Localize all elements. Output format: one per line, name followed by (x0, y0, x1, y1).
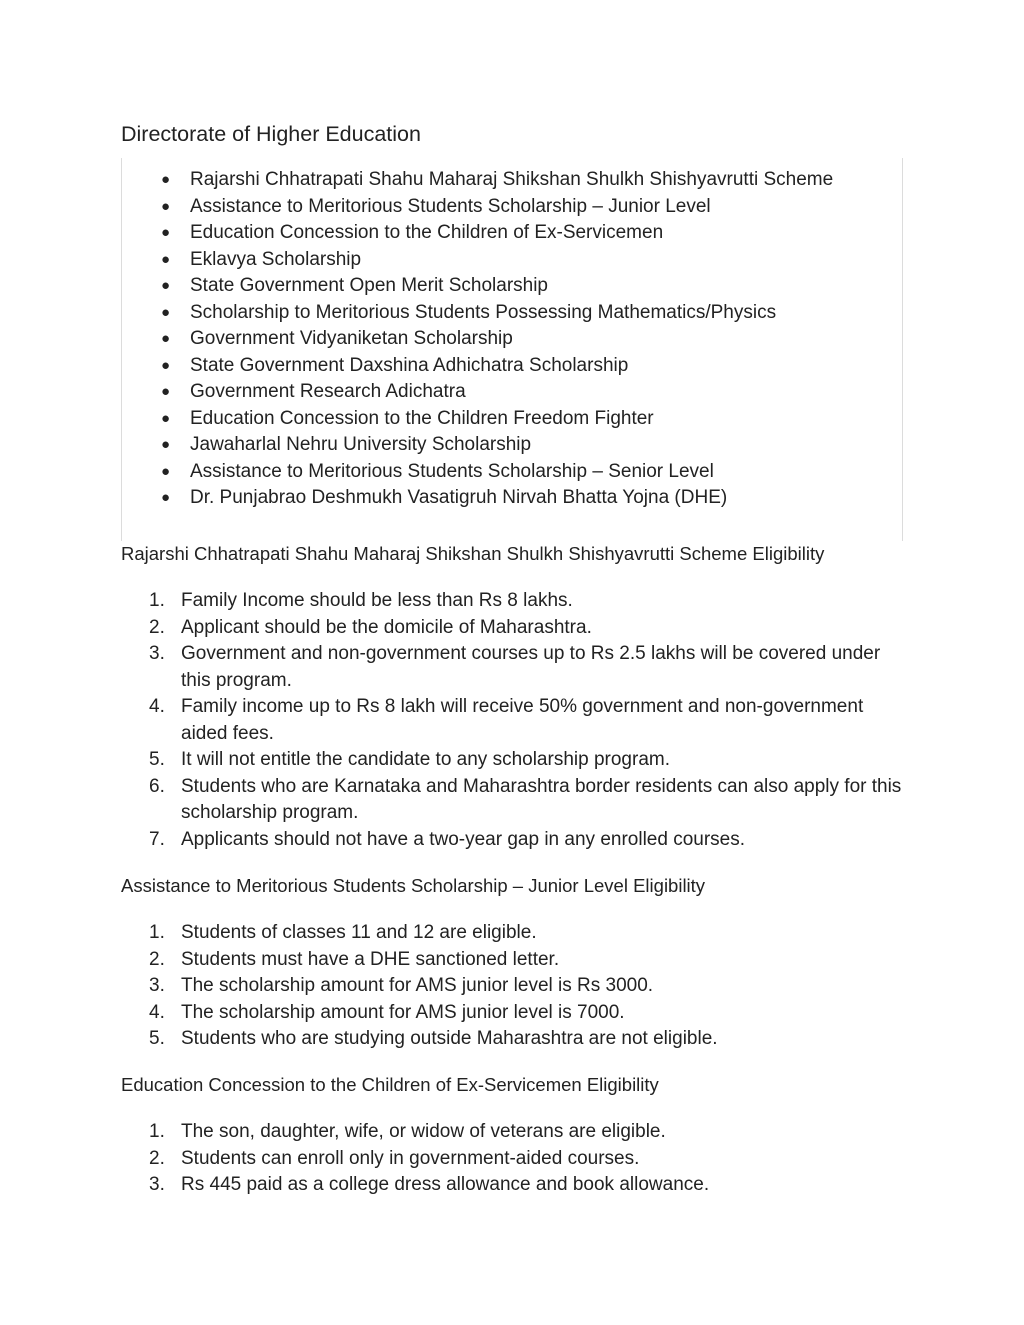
item-text: Students must have a DHE sanctioned letter. (181, 948, 560, 970)
bullet-icon: ● (161, 250, 171, 268)
section-title: Assistance to Meritorious Students Scholarship – Junior Level Eligibility (121, 875, 706, 896)
list-item (121, 947, 911, 974)
bullet-icon: ● (161, 489, 171, 506)
scheme-list-box (121, 158, 903, 541)
list-item (161, 379, 833, 406)
eligibility-list (121, 920, 911, 1053)
list-item (161, 326, 833, 353)
section-title: Rajarshi Chhatrapati Shahu Maharaj Shikshan Shulkh Shishyavrutti Scheme Eligibility (121, 543, 825, 564)
list-item (121, 641, 911, 694)
scheme-name: Dr. Punjabrao Deshmukh Vasatigruh Nirvah Bhatta Yojna (DHE) (190, 487, 728, 508)
scheme-name: State Government Open Merit Scholarship (190, 275, 549, 296)
eligibility-list (121, 588, 911, 853)
list-item (121, 774, 911, 827)
item-text: Applicant should be the domicile of Maharashtra. (181, 616, 592, 638)
list-item (121, 1000, 911, 1027)
list-item (121, 827, 911, 854)
item-number: 3. (149, 1174, 165, 1195)
bullet-icon: ● (161, 303, 171, 321)
bullet-icon: ● (161, 409, 171, 427)
item-number: 4. (149, 696, 165, 717)
scheme-name: Government Vidyaniketan Scholarship (190, 328, 513, 349)
item-text: The scholarship amount for AMS junior level is 7000. (181, 1001, 625, 1023)
item-number: 2. (149, 1147, 165, 1169)
list-item (121, 615, 911, 642)
scheme-name: State Government Daxshina Adhichatra Scholarship (190, 354, 629, 376)
item-text: Applicants should not have a two-year gap in any enrolled courses. (181, 828, 746, 850)
item-text: Students can enroll only in government-aided courses. (181, 1147, 640, 1169)
list-item (121, 1172, 911, 1199)
scheme-name: Government Research Adichatra (190, 381, 466, 402)
scheme-list (161, 167, 833, 512)
item-text: Students who are studying outside Maharashtra are not eligible. (181, 1028, 718, 1049)
scheme-name: Jawaharlal Nehru University Scholarship (190, 434, 532, 455)
list-item (121, 747, 911, 774)
item-text: Rs 445 paid as a college dress allowance and book allowance. (181, 1174, 710, 1195)
list-item (161, 406, 833, 433)
bullet-icon: ● (161, 436, 171, 453)
scheme-name: Assistance to Meritorious Students Scholarship – Junior Level (190, 195, 711, 217)
item-text: It will not entitle the candidate to any scholarship program. (181, 749, 670, 770)
scheme-name: Rajarshi Chhatrapati Shahu Maharaj Shikshan Shulkh Shishyavrutti Scheme (190, 169, 834, 190)
section-title: Education Concession to the Children of Ex-Servicemen Eligibility (121, 1074, 659, 1095)
bullet-icon: ● (161, 277, 171, 294)
page-title: Directorate of Higher Education (121, 122, 421, 146)
bullet-icon: ● (161, 171, 171, 188)
item-number: 4. (149, 1001, 165, 1023)
scheme-name: Eklavya Scholarship (190, 248, 362, 270)
list-item (121, 973, 911, 1000)
item-number: 1. (149, 1121, 165, 1142)
item-number: 3. (149, 975, 165, 996)
item-text: Government and non-government courses up to Rs 2.5 lakhs will be covered under this program. (181, 643, 881, 691)
list-item (161, 273, 833, 300)
list-item (121, 920, 911, 947)
scheme-name: Scholarship to Meritorious Students Possessing Mathematics/Physics (190, 301, 777, 323)
list-item (161, 432, 833, 459)
list-item (121, 1146, 911, 1173)
item-text: Family income up to Rs 8 lakh will receive 50% government and non-government aided fees. (181, 696, 864, 744)
bullet-icon: ● (161, 383, 171, 400)
list-item (161, 220, 833, 247)
item-text: Students of classes 11 and 12 are eligible. (181, 922, 537, 943)
item-number: 1. (149, 922, 165, 943)
item-number: 5. (149, 749, 165, 770)
item-text: Family Income should be less than Rs 8 lakhs. (181, 590, 573, 611)
item-number: 2. (149, 948, 165, 970)
bullet-icon: ● (161, 356, 171, 374)
list-item (121, 1026, 911, 1053)
list-item (161, 194, 833, 221)
item-text: Students who are Karnataka and Maharashtra border residents can also apply for this scholarship program. (181, 775, 902, 823)
item-text: The son, daughter, wife, or widow of veterans are eligible. (181, 1121, 666, 1142)
item-number: 6. (149, 775, 165, 797)
list-item (121, 1119, 911, 1146)
list-item (121, 588, 911, 615)
list-item (161, 485, 833, 512)
bullet-icon: ● (161, 462, 171, 480)
scheme-name: Assistance to Meritorious Students Scholarship – Senior Level (190, 460, 714, 482)
list-item (161, 247, 833, 274)
bullet-icon: ● (161, 197, 171, 215)
item-number: 7. (149, 828, 165, 850)
scheme-name: Education Concession to the Children Freedom Fighter (190, 407, 654, 429)
item-number: 3. (149, 643, 165, 664)
bullet-icon: ● (161, 224, 171, 241)
list-item (161, 459, 833, 486)
scheme-name: Education Concession to the Children of Ex-Servicemen (190, 222, 664, 243)
item-number: 5. (149, 1028, 165, 1049)
list-item (161, 353, 833, 380)
list-item (161, 300, 833, 327)
item-number: 2. (149, 616, 165, 638)
eligibility-list (121, 1119, 911, 1199)
bullet-icon: ● (161, 330, 171, 347)
item-text: The scholarship amount for AMS junior level is Rs 3000. (181, 975, 654, 996)
item-number: 1. (149, 590, 165, 611)
list-item (121, 694, 911, 747)
list-item (161, 167, 833, 194)
